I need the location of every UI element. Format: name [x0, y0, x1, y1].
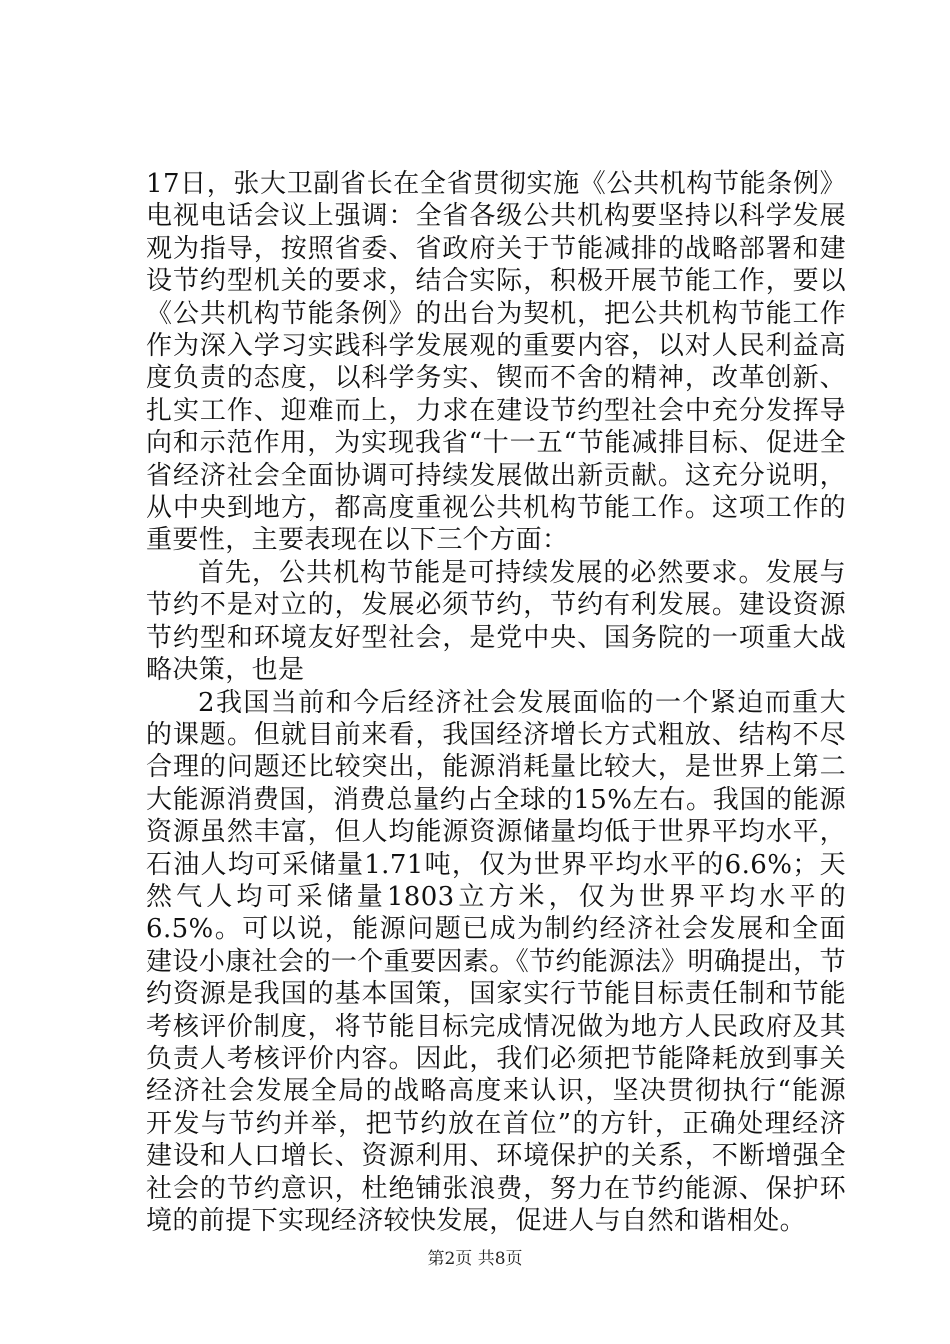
paragraph-2: 首先，公共机构节能是可持续发展的必然要求。发展与节约不是对立的，发展必须节约，节约有利发展。建设资源节约型和环境友好型社会，是党中央、国务院的一项重大战略决策，也是	[146, 557, 846, 686]
paragraph-3: 2我国当前和今后经济社会发展面临的一个紧迫而重大的课题。但就目前来看，我国经济增长方式粗放、结构不尽合理的问题还比较突出，能源消耗量比较大，是世界上第二大能源消费国，消费总量约占全球的15%左右。我国的能源资源虽然丰富，但人均能源资源储量均低于世界平均水平，石油人均可采储量1.71吨，仅为世界平均水平的6.6%；天然气人均可采储量1803立方米，仅为世界平均水平的6.5%。可以说，能源问题已成为制约经济社会发展和全面建设小康社会的一个重要因素。《节约能源法》明确提出，节约资源是我国的基本国策，国家实行节能目标责任制和节能考核评价制度，将节能目标完成情况做为地方人民政府及其负责人考核评价内容。因此，我们必须把节能降耗放到事关经济社会发展全局的战略高度来认识，坚决贯彻执行“能源开发与节约并举，把节约放在首位”的方针，正确处理经济建设和人口增长、资源利用、环境保护的关系，不断增强全社会的节约意识，杜绝铺张浪费，努力在节约能源、保护环境的前提下实现经济较快发展，促进人与自然和谐相处。	[146, 687, 846, 1236]
paragraph-1: 17日，张大卫副省长在全省贯彻实施《公共机构节能条例》电视电话会议上强调：全省各级公共机构要坚持以科学发展观为指导，按照省委、省政府关于节能减排的战略部署和建设节约型机关的要求，结合实际，积极开展节能工作，要以《公共机构节能条例》的出台为契机，把公共机构节能工作作为深入学习实践科学发展观的重要内容，以对人民利益高度负责的态度，以科学务实、锲而不舍的精神，改革创新、扎实工作、迎难而上，力求在建设节约型社会中充分发挥导向和示范作用，为实现我省“十一五“节能减排目标、促进全省经济社会全面协调可持续发展做出新贡献。这充分说明，从中央到地方，都高度重视公共机构节能工作。这项工作的重要性，主要表现在以下三个方面：	[146, 169, 846, 556]
document-body	[146, 168, 846, 1237]
page-number-footer: 第2页 共8页	[427, 1249, 523, 1269]
